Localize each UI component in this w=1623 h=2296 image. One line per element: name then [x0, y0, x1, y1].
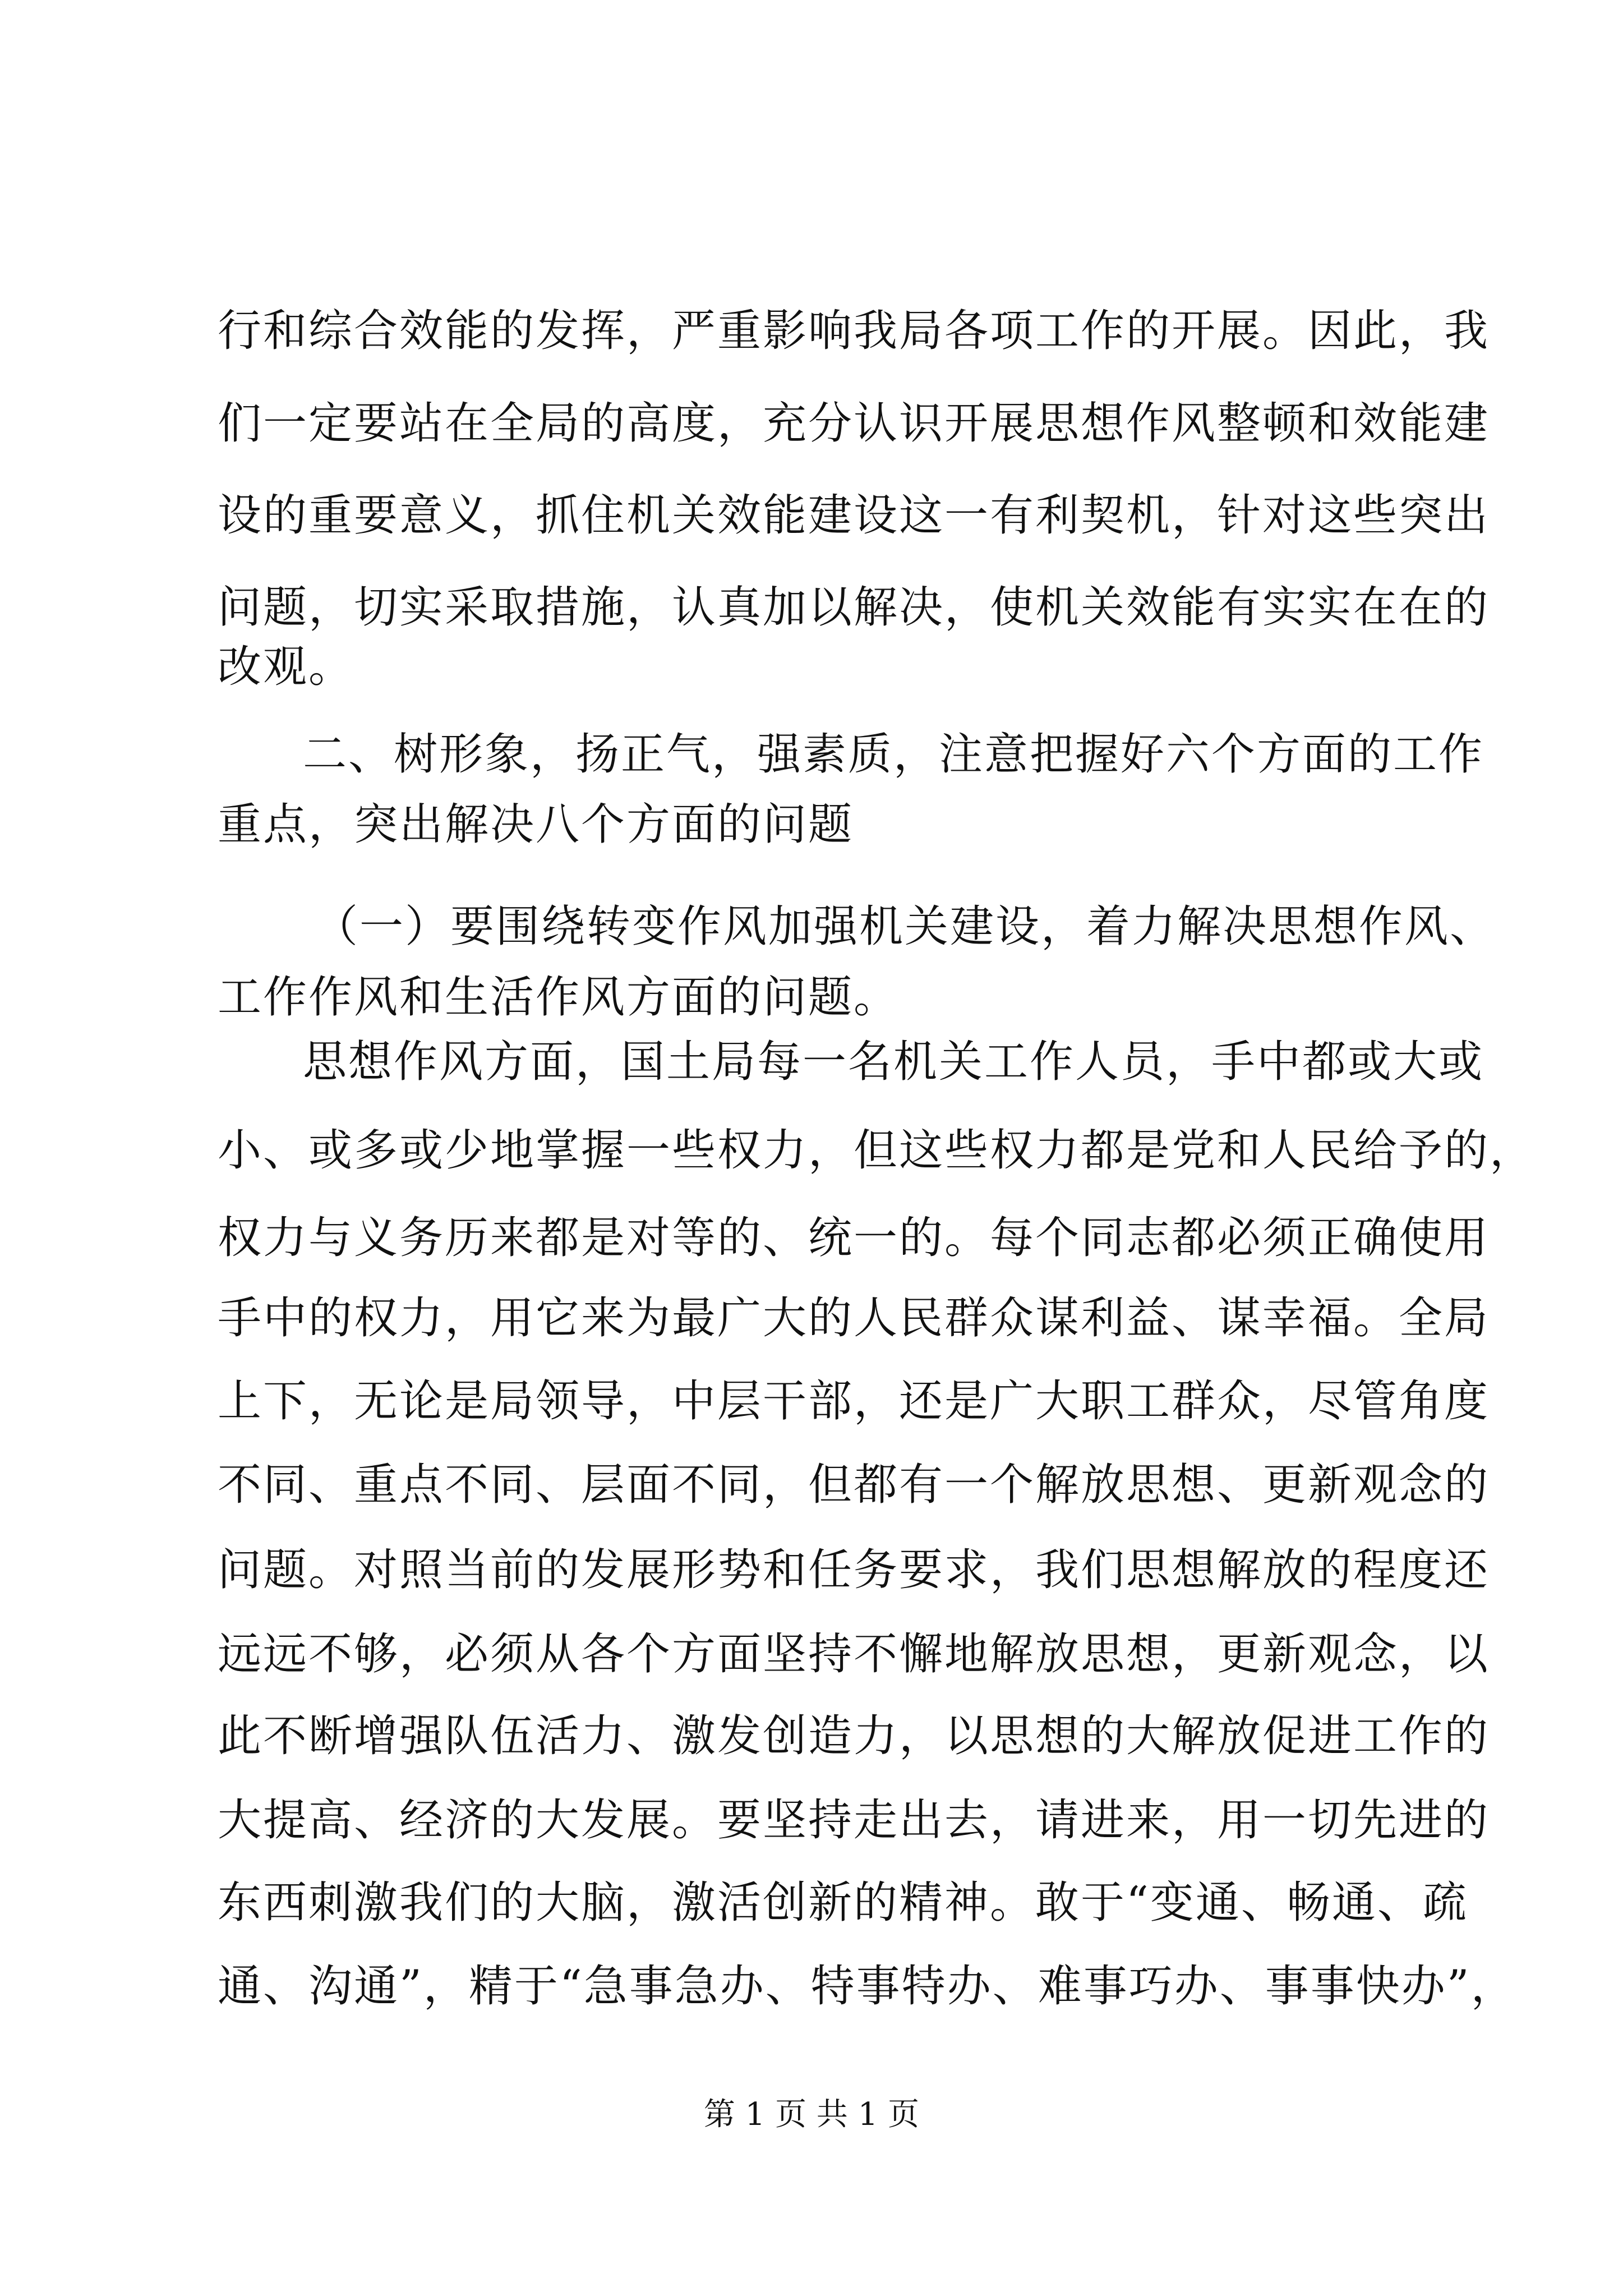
text-line: 思想作风方面，国土局每一名机关工作人员，手中都或大或	[303, 1037, 1484, 1087]
text-line: 改观。	[218, 642, 354, 692]
subsection-heading-line: （一）要围绕转变作风加强机关建设，着力解决思想作风、	[314, 901, 1496, 952]
subsection-heading-line: 工作作风和生活作风方面的问题。	[218, 972, 900, 1023]
text-line: 通、沟通”，精于“急事急办、特事特办、难事巧办、事事快办”，	[218, 1961, 1516, 2012]
text-line: 东西刺激我们的大脑，激活创新的精神。敢于“变通、畅通、疏	[218, 1878, 1468, 1928]
text-line: 大提高、经济的大发展。要坚持走出去，请进来，用一切先进的	[218, 1795, 1490, 1846]
text-line: 问题，切实采取措施，认真加以解决，使机关效能有实实在在的	[218, 582, 1490, 633]
page-footer: 第 1 页 共 1 页	[703, 2096, 920, 2133]
section-heading-line: 二、树形象，扬正气，强素质，注意把握好六个方面的工作	[303, 729, 1484, 780]
text-line: 此不断增强队伍活力、激发创造力，以思想的大解放促进工作的	[218, 1711, 1490, 1761]
text-line: 手中的权力，用它来为最广大的人民群众谋利益、谋幸福。全局	[218, 1293, 1490, 1343]
text-line: 远远不够，必须从各个方面坚持不懈地解放思想，更新观念，以	[218, 1629, 1490, 1680]
text-line: 设的重要意义，抓住机关效能建设这一有利契机，针对这些突出	[218, 490, 1490, 541]
text-line: 小、或多或少地掌握一些权力，但这些权力都是党和人民给予的，	[218, 1125, 1536, 1176]
text-line: 权力与义务历来都是对等的、统一的。每个同志都必须正确使用	[218, 1213, 1490, 1263]
section-heading-line: 重点，突出解决八个方面的问题	[218, 799, 854, 850]
text-line: 不同、重点不同、层面不同，但都有一个解放思想、更新观念的	[218, 1460, 1490, 1510]
text-line: 问题。对照当前的发展形势和任务要求，我们思想解放的程度还	[218, 1545, 1490, 1595]
text-line: 行和综合效能的发挥，严重影响我局各项工作的开展。因此，我	[218, 306, 1490, 356]
text-line: 们一定要站在全局的高度，充分认识开展思想作风整顿和效能建	[218, 398, 1490, 449]
text-line: 上下，无论是局领导，中层干部，还是广大职工群众，尽管角度	[218, 1376, 1490, 1427]
